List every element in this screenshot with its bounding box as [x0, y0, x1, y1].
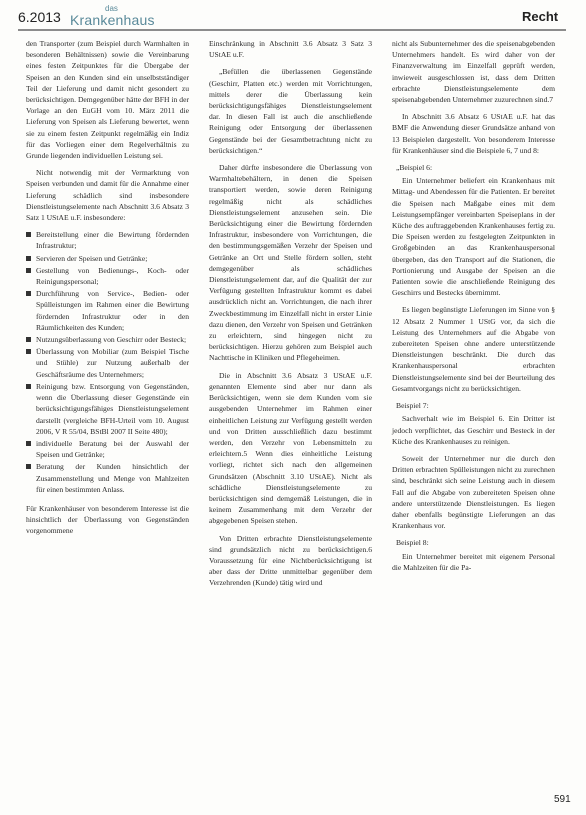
paragraph: Sachverhalt wie im Beispiel 6. Ein Dritter ist jedoch verpflichtet, das Geschirr und Besteck in der Küche des Krankenhauses zu reinigen.: [392, 414, 555, 446]
list-item: Durchführung von Service-, Bedien- oder Spülleistungen im Rahmen einer die Bewirtung fördernden Infrastruktur oder in den Räumlichkeiten des Kunden;: [26, 288, 189, 333]
list-item: Nutzungsüberlassung von Geschirr oder Besteck;: [26, 334, 189, 345]
text-column-3: [392, 38, 555, 579]
paragraph: In Abschnitt 3.6 Absatz 6 UStAE u.F. hat das BMF die Anwendung dieser Grundsätze anhand von 13 Beispielen dargestellt. Von besonderem Interesse für Krankenhäuser sind die Beispiele 6, 7 und 8:: [392, 112, 555, 155]
paragraph: Ein Unternehmer bereitet mit eigenem Personal die Mahlzeiten für die Pa-: [392, 551, 555, 572]
section-title: Recht: [522, 9, 559, 24]
header-rule: [18, 29, 566, 31]
paragraph: Es liegen begünstigte Lieferungen im Sinne von § 12 Absatz 2 Nummer 1 UStG vor, da sich die Leistung des Unternehmers auf die Abgabe von zubereiteten Speisen ohne andere unterstützende Dienstleistungen beschränkt. Die durch das Krankenhauspersonal erbrachten Dienstleistungselemente sind bei der Beurteilung des Gesamtvorgangs nicht zu berücksichtigen.: [392, 305, 555, 393]
example-heading: „Beispiel 6:: [396, 163, 433, 173]
list-item: Servieren der Speisen und Getränke;: [26, 253, 189, 264]
list-item: Bereitstellung einer die Bewirtung fördernden Infrastruktur;: [26, 229, 189, 251]
paragraph: nicht als Subunternehmer des die speisenabgebenden Unternehmers handelt. Es wird daher von der Finanzverwaltung im Einzelfall geprüft werden, inwieweit ausgeschlossen ist, dass dem Dritten erbrachte Dienstleistungselemente dem speisenabgebenden Unternehmer zuzurechnen sind.7: [392, 39, 555, 105]
list-item: Beratung der Kunden hinsichtlich der Zusammenstellung und Menge von Mahlzeiten für einen bestimmten Anlass.: [26, 461, 189, 495]
page-number: 591: [554, 794, 571, 805]
list-item: Gestellung von Bedienungs-, Koch- oder Reinigungspersonal;: [26, 265, 189, 287]
paragraph: Soweit der Unternehmer nur die durch den Dritten erbrachten Spülleistungen nicht zu zurechnen sind, beschränkt sich seine Leistung auch in diesem Fall auf die Abgabe von zubereiteten Speisen ohne andere unterstützende Dienstleistungen. Es liegen daher ebenfalls begünstigte Lieferungen an das Krankenhaus vor.: [392, 453, 555, 531]
example-heading: Beispiel 7:: [396, 401, 429, 411]
page-header: [0, 0, 586, 40]
quote-paragraph: „Befüllen die überlassenen Gegenstände (Geschirr, Platten etc.) werden mit Vorrichtungen, mittels derer die Überlassung kein berücksichtigungsfähiges Dienstleistungselement dar. In diesen Fall ist auch die anschließende Reinigung oder Entsorgung der überlassenen Gegenstände bei der Gesamtbetrachtung nicht zu berücksichtigen.“: [209, 67, 372, 155]
example-heading: Beispiel 8:: [396, 538, 429, 548]
paragraph: Die in Abschnitt 3.6 Absatz 3 UStAE u.F. genannten Elemente sind aber nur dann als Berücksichtigen, wenn sie dem Kunden vom sie ausgebenden Unternehmer im Rahmen einer einheitlichen Leistung zur Verfügung gestellt werden und von Dritten ausschließlich dazu bestimmt werden, den Verzehr von Lebensmitteln zu erleichtern.5 Wenn dies einheitliche Leistung vorliegt, richtet sich nach den allgemeinen Grundsätzen (Abschnitt 3.10 UStAE). Nicht als schädliche Dienstleistungselemente zu berücksichtigen sind demgemäß Leistungen, die in keinem Zusammenhang mit dem Verzehr der abgegebenen Speisen stehen.: [209, 370, 372, 526]
issue-number: 6.2013: [18, 9, 61, 25]
paragraph: Von Dritten erbrachte Dienstleistungselemente sind grundsätzlich nicht zu berücksichtigen.6 Voraussetzung für eine Nichtberücksichtigung ist aber dass der Dritte unmittelbar gegenüber dem Verzehrenden (Kunde) tätig wird und: [209, 533, 372, 588]
text-column-1: [26, 38, 189, 543]
bullet-list: [26, 229, 189, 495]
paragraph: Daher dürfte insbesondere die Überlassung von Warmhaltebehältern, in denen die Speisen transportiert werden, sowie deren Reinigung regelmäßig nicht als schädliches Dienstleistungselement anzusehen sein. Die Berücksichtigung einer die Bewirtung fördernden Infrastruktur, insbesondere von Vorrichtungen, die den bestimmungsgemäßen Verzehr der Speisen und Getränke an Ort und Stelle fördern sollen, steht demgegenüber als schädliches Dienstleistungselement dar, auf die Qualität der zur Verfügung gestellten Infrastruktur kommt es dabei ausdrücklich nicht an. Vorrichtungen, die nach ihrer Zweckbestimmung im Einzelfall nicht in erster Linie dazu dienen, den Verzehr von Speisen und Getränken zu erleichtern, sind hingegen nicht zu berücksichtigen. Hierzu gehören zum Beispiel auch Nachttische in Kliniken und Pflegeheimen.: [209, 163, 372, 363]
paragraph: den Transporter (zum Beispiel durch Warmhalten in besonderen Behältnissen) sowie die Vereinbarung eines festen Zeitpunktes für die Übergabe der Speisen an den Kunden sind ein unselbstständiger Teil der Lieferung und damit nicht gesondert zu berücksichtigen. Demgegenüber hätte der BFH in der Vorlage an den EuGH vom 10. März 2011 die Lieferung von Speisen als Lieferung bewertet, wenn sie zu einem festen Zeitpunkt regelmäßig ein Indiz für das Vorliegen einer dem Regelverhältnis zu Grunde liegenden individuellen Leistung sei.: [26, 39, 189, 161]
paragraph: Ein Unternehmer beliefert ein Krankenhaus mit Mittag- und Abendessen für die Patienten. Er bereitet die Speisen nach Maßgabe eines mit dem Leistungsempfänger vereinbarten Speiseplans in der Küche des auftraggebenden Krankenhauses fertig zu. Die Speisen werden zu festgelegten Zeitpunkten in Großgebinden an das Krankenhauspersonal übergeben, das den Transport auf die Stationen, die Portionierung und Ausgabe der Speisen an die Patienten sowie die anschließende Reinigung des Geschirrs und Bestecks übernimmt.: [392, 176, 555, 298]
list-item: individuelle Beratung bei der Auswahl der Speisen und Getränke;: [26, 438, 189, 460]
text-column-2: [209, 38, 372, 595]
list-item: Überlassung von Mobiliar (zum Beispiel Tische und Stühle) zur Nutzung außerhalb der Geschäftsräume des Unternehmers;: [26, 346, 189, 380]
logo-prefix: das: [105, 4, 118, 13]
paragraph: Nicht notwendig mit der Vermarktung von Speisen verbunden und damit für die Annahme einer Lieferung schädlich sind insbesondere Dienstleistungselemente nach Abschnitt 3.6 Absatz 3 Satz 1 UStAE u.F. insbesondere:: [26, 168, 189, 223]
logo-name: Krankenhaus: [70, 12, 155, 28]
paragraph: Für Krankenhäuser von besonderem Interesse ist die hinsichtlich der Überlassung von Gegenständen vorgenommene: [26, 503, 189, 536]
paragraph: Einschränkung in Abschnitt 3.6 Absatz 3 Satz 3 UStAE u.F.: [209, 39, 372, 60]
list-item: Reinigung bzw. Entsorgung von Gegenständen, wenn die Überlassung dieser Gegenstände ein berücksichtigungsfähiges Dienstleistungselement darstellt (vergleiche BFH-Urteil vom 10. August 2006, V R 55/04, BStBl 2007 II Seite 480);: [26, 381, 189, 437]
